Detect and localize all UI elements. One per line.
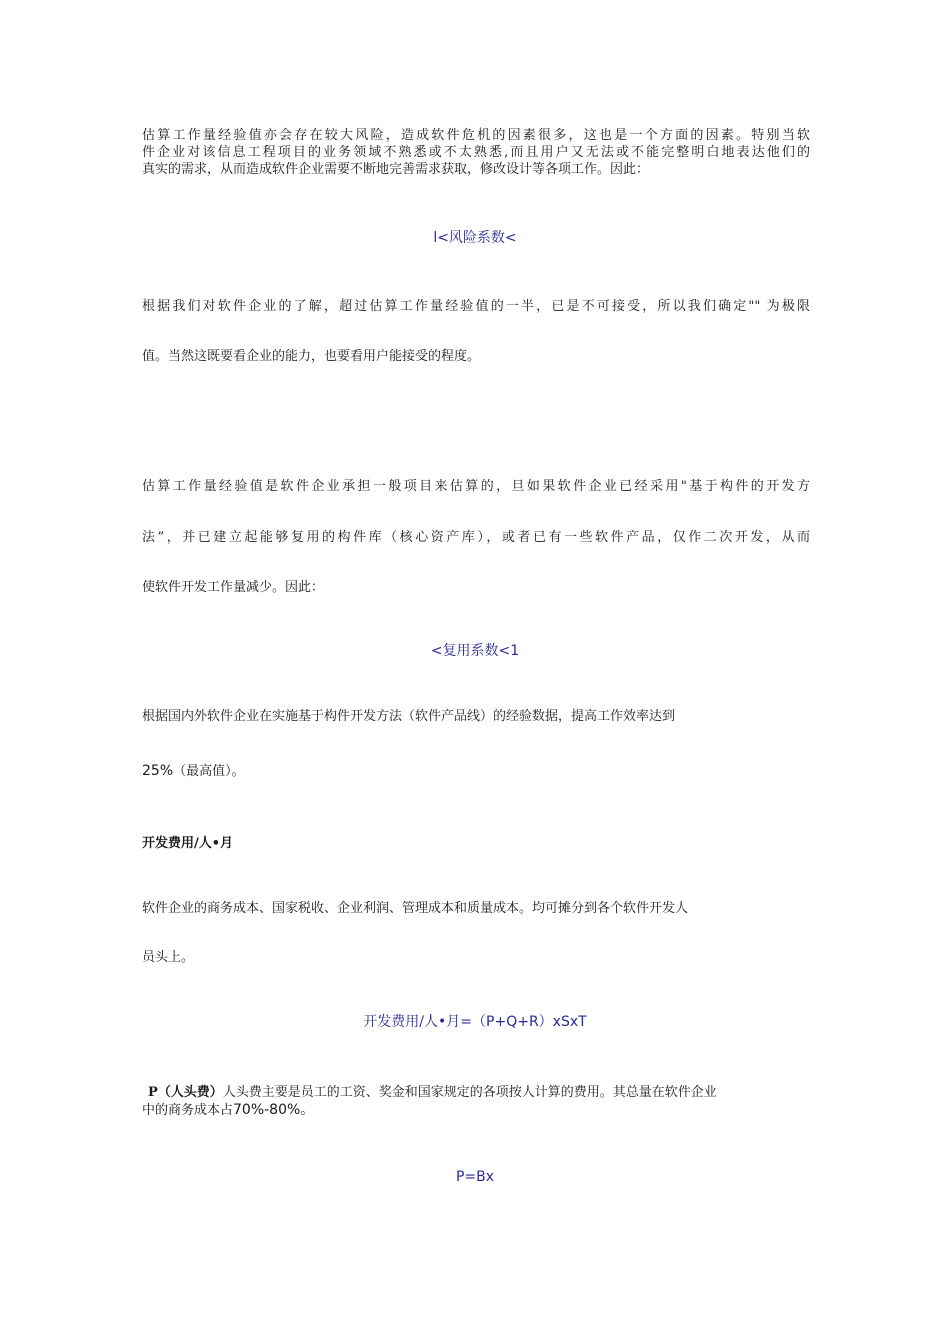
paragraph-line: 估算工作量经验值是软件企业承担一般项目来估算的，旦如果软件企业已经采用"基于构件的开发方	[142, 479, 810, 494]
paragraph-line	[148, 1085, 816, 1101]
term-headcount-cost: P（人头费）	[148, 1085, 223, 1100]
formula-cost-label: 开发费用/人•月=	[363, 1014, 473, 1030]
paragraph-line: 估算工作量经验值亦会存在较大风险，造成软件危机的因素很多，这也是一个方面的因素。特别当软	[142, 128, 810, 143]
formula-reuse-coefficient: <复用系数<1	[430, 643, 520, 659]
paragraph-line: 值。当然这既要看企业的能力，也要看用户能接受的程度。	[142, 349, 481, 364]
formula-cost-expression: （P+Q+R）xSxT	[472, 1014, 587, 1030]
section-heading: 开发费用/人•月	[142, 836, 234, 851]
paragraph-line: 员头上。	[142, 950, 195, 965]
paragraph-line: 法”，并已建立起能够复用的构件库（核心资产库），或者已有一些软件产品，仅作二次开发，从而	[142, 530, 810, 545]
paragraph-line: 根据国内外软件企业在实施基于构件开发方法（软件产品线）的经验数据，提高工作效率达到	[142, 709, 676, 724]
paragraph-line: 件企业对该信息工程项目的业务领域不熟悉或不太熟悉,而且用户又无法或不能完整明白地表达他们的	[142, 145, 810, 160]
paragraph-line: 使软件开发工作量减少。因此：	[142, 580, 325, 595]
paragraph-line: 软件企业的商务成本、国家税收、企业利润、管理成本和质量成本。均可摊分到各个软件开发人	[142, 901, 689, 916]
paragraph-line: 根据我们对软件企业的了解，超过估算工作量经验值的一半，已是不可接受，所以我们确定"" 为极限	[142, 299, 810, 314]
formula-development-cost	[0, 1011, 950, 1031]
paragraph-text: 中的商务成本占	[142, 1103, 234, 1118]
efficiency-percent: 25%	[142, 763, 174, 779]
paragraph-text: 人头费主要是员工的工资、奖金和国家规定的各项按人计算的费用。其总量在软件企业	[222, 1085, 717, 1100]
paragraph-line	[142, 1102, 810, 1119]
efficiency-note: （最高值）。	[173, 764, 245, 779]
formula-headcount: P=Bx	[455, 1169, 495, 1185]
paragraph-line	[142, 760, 810, 779]
formula-risk-coefficient: l<风险系数<	[433, 230, 517, 246]
cost-share-percent: 70%-80%。	[233, 1102, 315, 1118]
paragraph-line: 真实的需求，从而造成软件企业需要不断地完善需求获取，修改设计等各项工作。因此：	[142, 162, 650, 177]
